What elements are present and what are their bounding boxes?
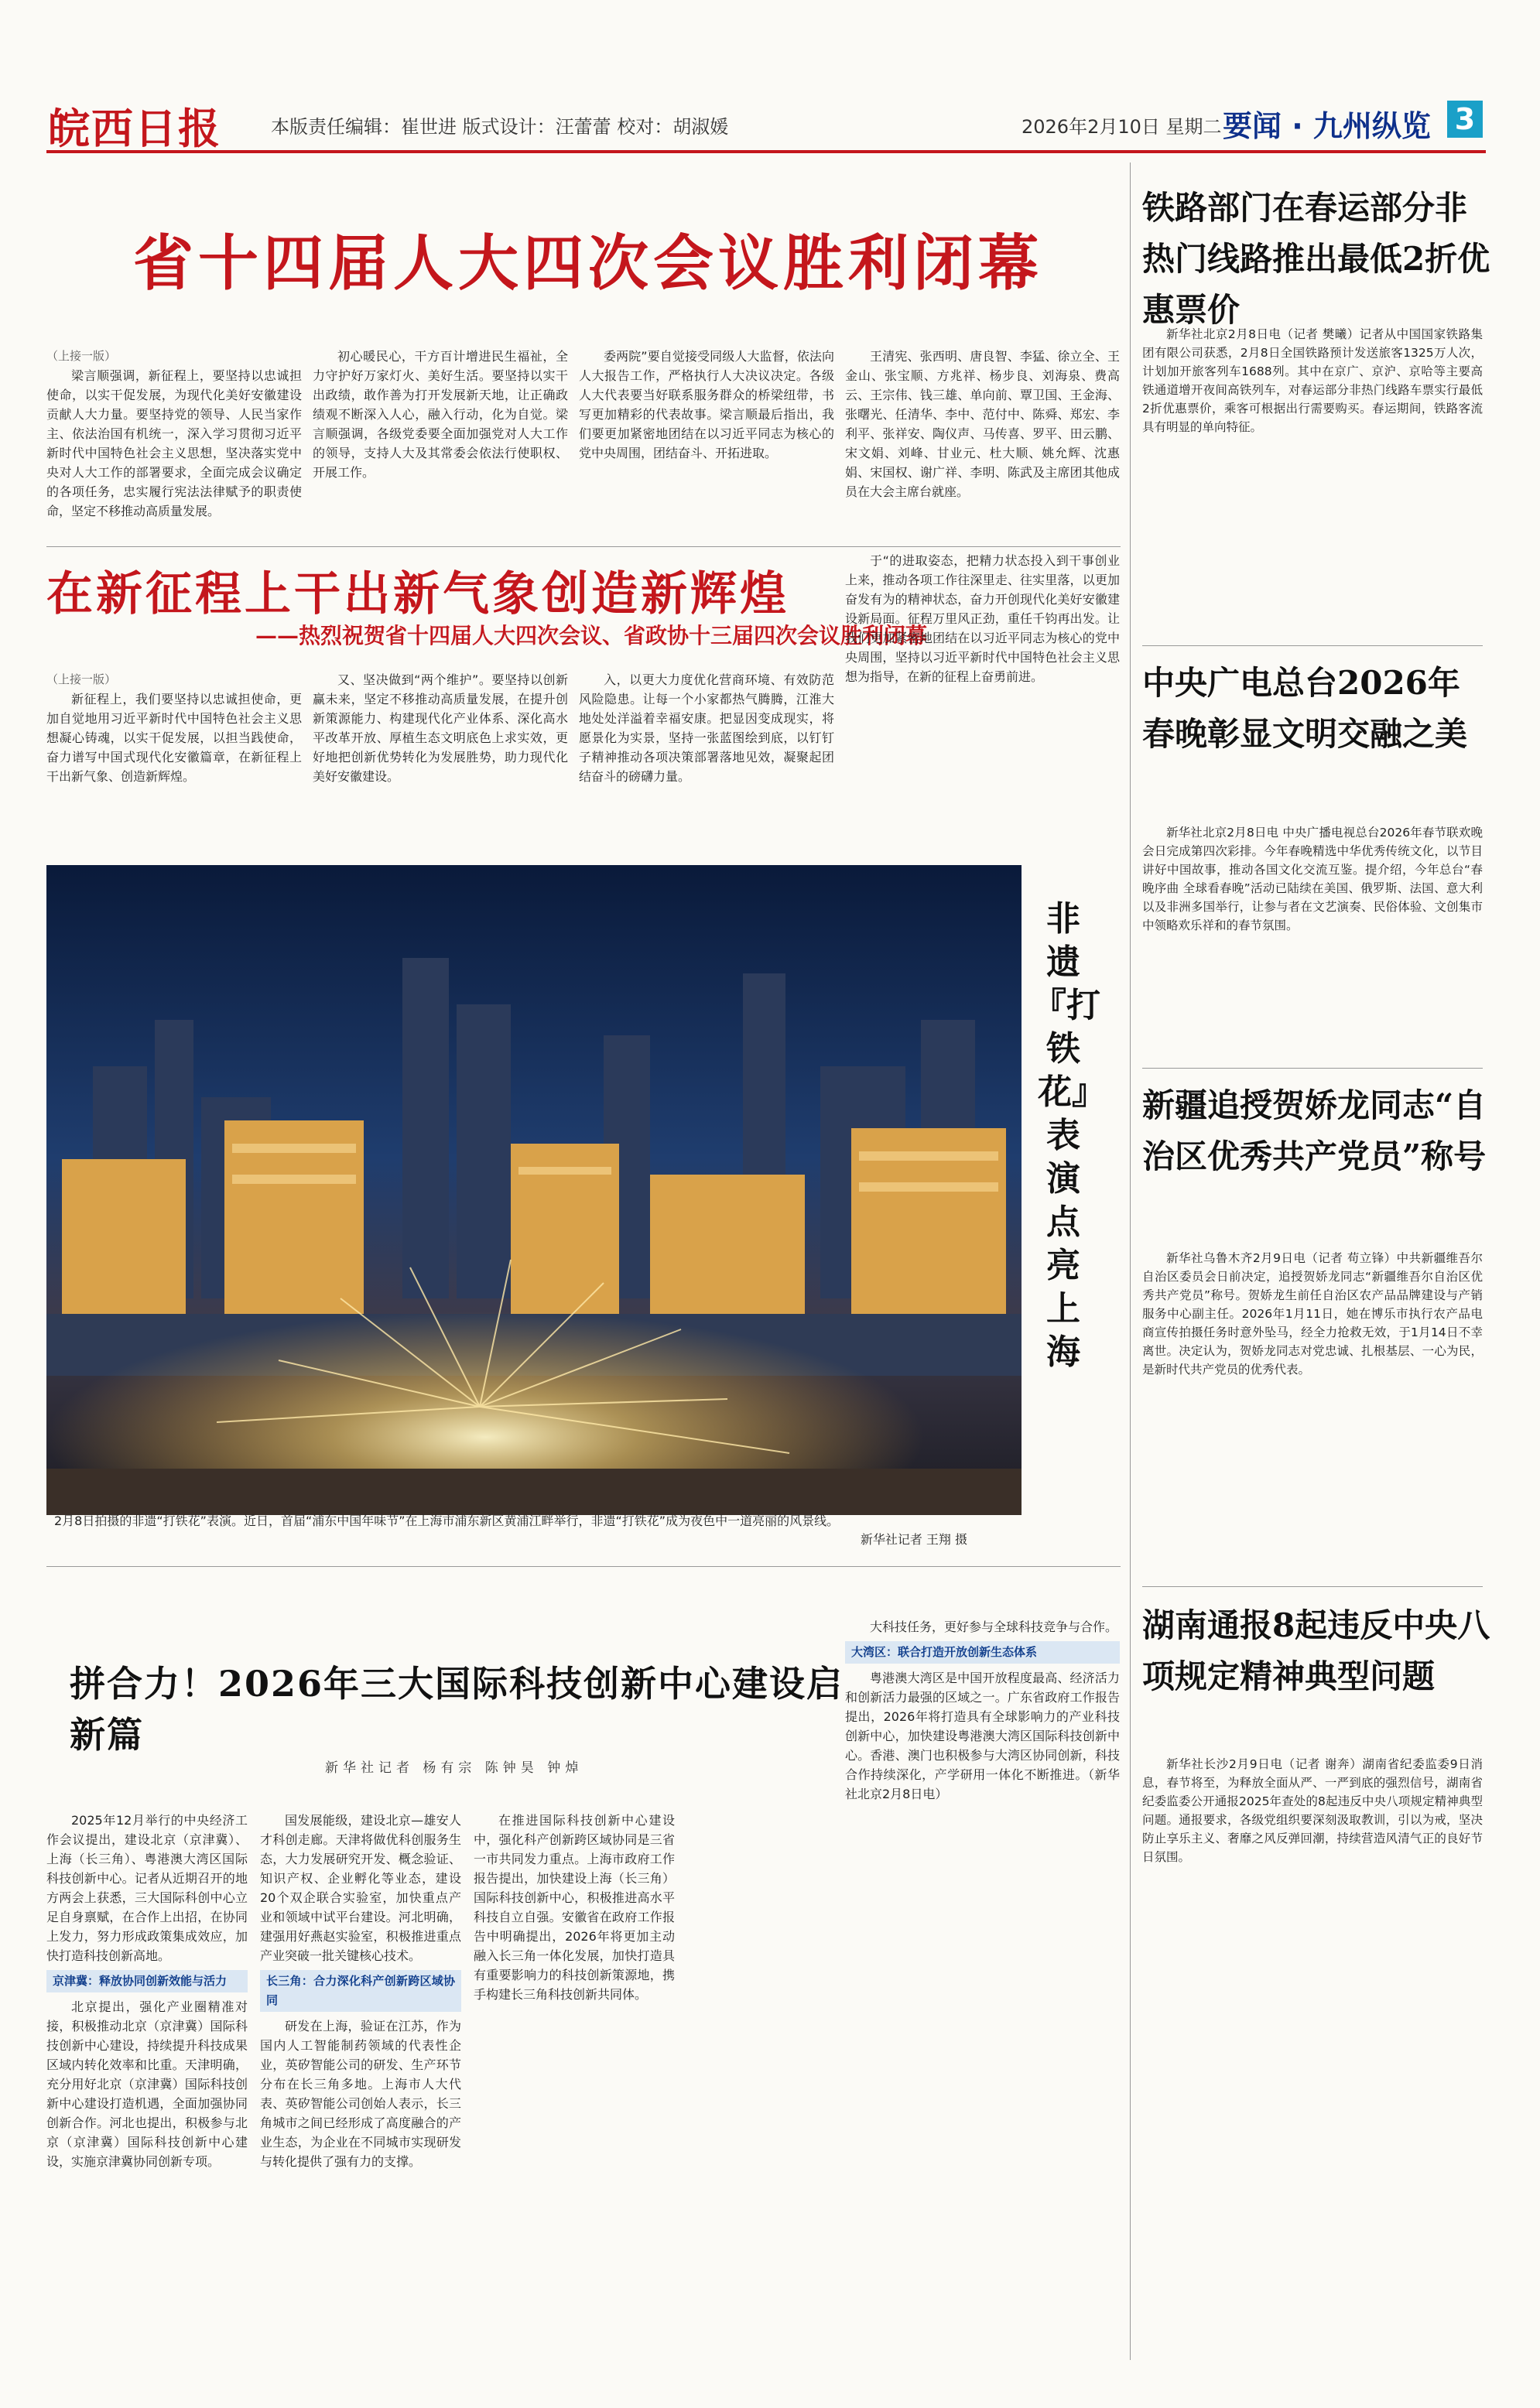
- photo-credit: 新华社记者 王翔 摄: [860, 1532, 967, 1547]
- second-headline: 在新征程上干出新气象创造新辉煌: [46, 567, 789, 621]
- tech-subhead: 京津冀：释放协同创新效能与活力: [46, 1970, 248, 1992]
- tech-paragraph: 国发展能级，建设北京—雄安人才科创走廊。天津将做优科创服务生态，大力发展研究开发、概念验证、知识产权、企业孵化等业态，建设20个双企联合实验室，加快重点产业和领域中试平台建设。河北明确，建强用好燕赵实验室，积极推进重点产业突破一批关键核心技术。: [260, 1813, 461, 1963]
- article-rule: [1142, 1068, 1483, 1069]
- article-paragraph: 新华社北京2月8日电（记者 樊曦）记者从中国国家铁路集团有限公司获悉，2月8日全国铁路预计发送旅客1325万人次，计划加开旅客列车1688列。其中在京广、京沪、京哈等主要高铁通道增开夜间高铁列车，对春运部分非热门线路车票实行最低2折优惠票价，乘客可根据出行需要购买。春运期间，铁路客流具有明显的单向特征。: [1142, 327, 1483, 434]
- fireworks-photo-image: [46, 865, 1022, 1515]
- lead-col-3: [579, 347, 834, 540]
- lead-paragraph: 委两院”要自觉接受同级人大监督，依法向人大报告工作，严格执行人大决议决定。各级人大代表要当好联系服务群众的桥梁纽带，书写更加精彩的代表故事。梁言顺最后指出，我们要更加紧密地团结在以习近平同志为核心的党中央周围，团结奋斗、开拓进取。: [579, 349, 834, 460]
- tech-paragraph: 北京提出，强化产业圈精准对接，积极推动北京（京津冀）国际科技创新中心建设，持续提升科技成果区域内转化效率和比重。天津明确，充分用好北京（京津冀）国际科技创新中心建设打造机遇，全面加强协同创新合作。河北也提出，积极参与北京（京津冀）国际科技创新中心建设，实施京津冀协同创新专项。: [46, 1999, 248, 2169]
- newspaper-logo: 皖西日报: [48, 104, 221, 153]
- second-col-2: [313, 670, 568, 845]
- editor-credits: 本版责任编辑：崔世进 版式设计：汪蕾蕾 校对：胡淑媛: [271, 116, 729, 138]
- second-kicker: （上接一版）: [46, 672, 117, 686]
- article-body: [1142, 325, 1483, 627]
- article-headline: 中央广电总台2026年春晚彰显文明交融之美: [1142, 664, 1468, 753]
- second-paragraph: 入，以更大力度优化营商环境、有效防范风险隐患。让每一个小家都热气腾腾，江淮大地处处洋溢着幸福安康。把显因变成现实，将愿景化为实景，坚持一张蓝图绘到底，以钉钉子精神推动各项决策部署落地见效，凝聚起团结奋斗的磅礴力量。: [579, 672, 834, 784]
- tech-byline: 新华社记者 杨有宗 陈钟昊 钟焯: [325, 1760, 583, 1776]
- lead-col-2: [313, 347, 568, 540]
- second-col-4: [845, 542, 1120, 845]
- tech-paragraph: 研发在上海，验证在江苏，作为国内人工智能制药领域的代表性企业，英矽智能公司的研发、生产环节分布在长三角多地。上海市人大代表、英矽智能公司创始人表示，长三角城市之间已经形成了高度融合的产业生态，为企业在不同城市实现研发与转化提供了强有力的支撑。: [260, 2019, 461, 2169]
- article-paragraph: 新华社长沙2月9日电（记者 谢奔）湖南省纪委监委9日消息，春节将至，为释放全面从严、一严到底的强烈信号，湖南省纪委监委公开通报2025年查处的8起违反中央八项规定精神典型问题。通报要求，各级党组织要深刻汲取教训，引以为戒，坚决防止享乐主义、奢靡之风反弹回潮，持续营造风清气正的良好节日氛围。: [1142, 1757, 1483, 1864]
- article-paragraph: 新华社北京2月8日电 中央广播电视总台2026年春节联欢晚会日完成第四次彩排。今年春晚精选中华优秀传统文化，以节目讲好中国故事，推动各国文化交流互鉴。提介绍，今年总台“春晚序曲 全球看春晚”活动已陆续在美国、俄罗斯、法国、意大利以及非洲多国举行，让参与者在文艺演奏、民俗体验、文创集市中领略欢乐祥和的春节氛围。: [1142, 826, 1483, 932]
- second-paragraph: 又、坚决做到“两个维护”。要坚持以创新赢未来，坚定不移推动高质量发展，在提升创新策源能力、构建现代化产业体系、深化高水平改革开放、厚植生态文明底色上求实效，更好地把创新优势转化为发展胜势，助力现代化美好安徽建设。: [313, 672, 568, 784]
- article-headline: 湖南通报8起违反中央八项规定精神典型问题: [1142, 1606, 1490, 1695]
- tech-subhead: 大湾区：联合打造开放创新生态体系: [845, 1641, 1120, 1664]
- second-paragraph: 于“的进取姿态，把精力状态投入到干事创业上来，推动各项工作往深里走、往实里落，以更加奋发有为的精神状态，奋力开创现代化美好安徽建设新局面。征程万里风正劲，重任千钧再出发。让我们更加紧密地团结在以习近平同志为核心的党中央周围，坚持以习近平新时代中国特色社会主义思想为指导，在新的征程上奋勇前进。: [845, 553, 1120, 684]
- article-body: [1142, 823, 1483, 1048]
- lead-paragraph: 梁言顺强调，新征程上，要坚持以忠诚担使命，以实干促发展，为现代化美好安徽建设贡献人大力量。要坚持党的领导、人民当家作主、依法治国有机统一，深入学习贯彻习近平新时代中国特色社会主义思想，坚决落实党中央对人大工作的部署要求，全面完成会议确定的各项任务，忠实履行宪法法律赋予的职责使命，坚定不移推动高质量发展。: [46, 368, 302, 518]
- tech-col-2: [260, 1811, 461, 2360]
- article-rule: [1142, 645, 1483, 646]
- article-headline: 新疆追授贺娇龙同志“自治区优秀共产党员”称号: [1142, 1086, 1487, 1175]
- second-col-3: [579, 670, 834, 845]
- article-paragraph: 新华社乌鲁木齐2月9日电（记者 苟立锋）中共新疆维吾尔自治区委员会日前决定，追授贺娇龙同志“新疆维吾尔自治区优秀共产党员”称号。贺娇龙生前任自治区农产品品牌建设与产销服务中心副主任。2026年1月11日，她在博乐市执行农产品电商宣传拍摄任务时意外坠马，经全力抢救无效，于1月14日不幸离世。决定认为，贺娇龙同志对党忠诚、扎根基层、一心为民，是新时代共产党员的优秀代表。: [1142, 1251, 1483, 1377]
- lead-kicker: （上接一版）: [46, 349, 117, 363]
- tech-col-3: [474, 1811, 675, 2360]
- column-divider: [1130, 162, 1131, 2360]
- second-col-1: [46, 670, 302, 845]
- section-rule: [46, 1566, 1121, 1567]
- tech-col-1: [46, 1811, 248, 2360]
- photo-caption-text: 2月8日拍摄的非遗“打铁花”表演。近日，首届“浦东中国年味节”在上海市浦东新区黄浦江畔举行，非遗“打铁花”成为夜色中一道亮丽的风景线。: [54, 1514, 840, 1528]
- lead-paragraph: 王清宪、张西明、唐良智、李猛、徐立全、王金山、张宝顺、方兆祥、杨步良、刘海泉、费高云、王宗伟、钱三雄、单向前、覃卫国、王金海、张曙光、任清华、李中、范付中、陈舜、郑宏、李利平、张祥安、陶仪声、马传喜、罗平、田云鹏、宋文娟、刘峰、甘业元、杜大顺、姚允辉、沈惠娟、宋国权、谢广祥、李明、陈武及主席团其他成员在大会主席台就座。: [845, 349, 1120, 499]
- section-title: 要闻 · 九州纵览: [1223, 109, 1431, 143]
- second-subhead: ——热烈祝贺省十四届人大四次会议、省政协十三届四次会议胜利闭幕: [255, 623, 928, 648]
- photo-caption: [46, 1507, 1022, 1561]
- article-rule: [1142, 1586, 1483, 1587]
- issue-date: 2026年2月10日 星期二: [1022, 116, 1222, 138]
- tech-col-4: [845, 1617, 1120, 2360]
- lead-headline: 省十四届人大四次会议胜利闭幕: [132, 228, 1043, 299]
- tech-paragraph: 在推进国际科技创新中心建设中，强化科产创新跨区域协同是三省一市共同发力重点。上海市政府工作报告提出，加快建设上海（长三角）国际科技创新中心，积极推进高水平科技自立自强。安徽省在政府工作报告中明确提出，2026年将更加主动融入长三角一体化发展，加快打造具有重要影响力的科技创新策源地，携手构建长三角科技创新共同体。: [474, 1813, 675, 2002]
- article-headline: 铁路部门在春运部分非热门线路推出最低2折优惠票价: [1142, 189, 1490, 329]
- lead-paragraph: 初心暖民心，干方百计增进民生福祉，全力守护好万家灯火、美好生活。要坚持以实干出政绩，敢作善为打开发展新天地，让正确政绩观不断深入人心，融入行动，化为自觉。梁言顺强调，各级党委要全面加强党对人大工作的领导，支持人大及其常委会依法行使职权、开展工作。: [313, 349, 568, 480]
- lead-col-4: [845, 347, 1120, 540]
- tech-headline: 拼合力！2026年三大国际科技创新中心建设启新篇: [70, 1663, 844, 1756]
- second-paragraph: 新征程上，我们要坚持以忠诚担使命，更加自觉地用习近平新时代中国特色社会主义思想凝心铸魂，以实干促发展，以担当践使命，奋力谱写中国式现代化安徽篇章，在新征程上干出新气象、创造新辉煌。: [46, 692, 302, 784]
- tech-paragraph: 粤港澳大湾区是中国开放程度最高、经济活力和创新活力最强的区域之一。广东省政府工作报告提出，2026年将打造具有全球影响力的产业科技创新中心，加快建设粤港澳大湾区国际科技创新中心。香港、澳门也积极参与大湾区协同创新，科技合作持续深化，产学研用一体化不断推进。（新华社北京2月8日电）: [845, 1671, 1120, 1801]
- lead-col-1: [46, 347, 302, 540]
- tech-subhead: 长三角：合力深化科产创新跨区域协同: [260, 1970, 461, 2012]
- page-number: 3: [1447, 101, 1483, 138]
- photo-title: 非遗『打铁花』表演点亮上海: [1032, 899, 1100, 1372]
- news-photo: [46, 865, 1022, 1515]
- tech-paragraph: 大科技任务，更好参与全球科技竞争与合作。: [870, 1620, 1118, 1634]
- tech-paragraph: 2025年12月举行的中央经济工作会议提出，建设北京（京津冀）、上海（长三角）、粤港澳大湾区国际科技创新中心。记者从近期召开的地方两会上获悉，三大国际科创中心立足自身禀赋，在合作上出招，在协同上发力，努力形成政策集成效应，加快打造科技创新高地。: [46, 1813, 248, 1963]
- article-body: [1142, 1755, 1483, 2358]
